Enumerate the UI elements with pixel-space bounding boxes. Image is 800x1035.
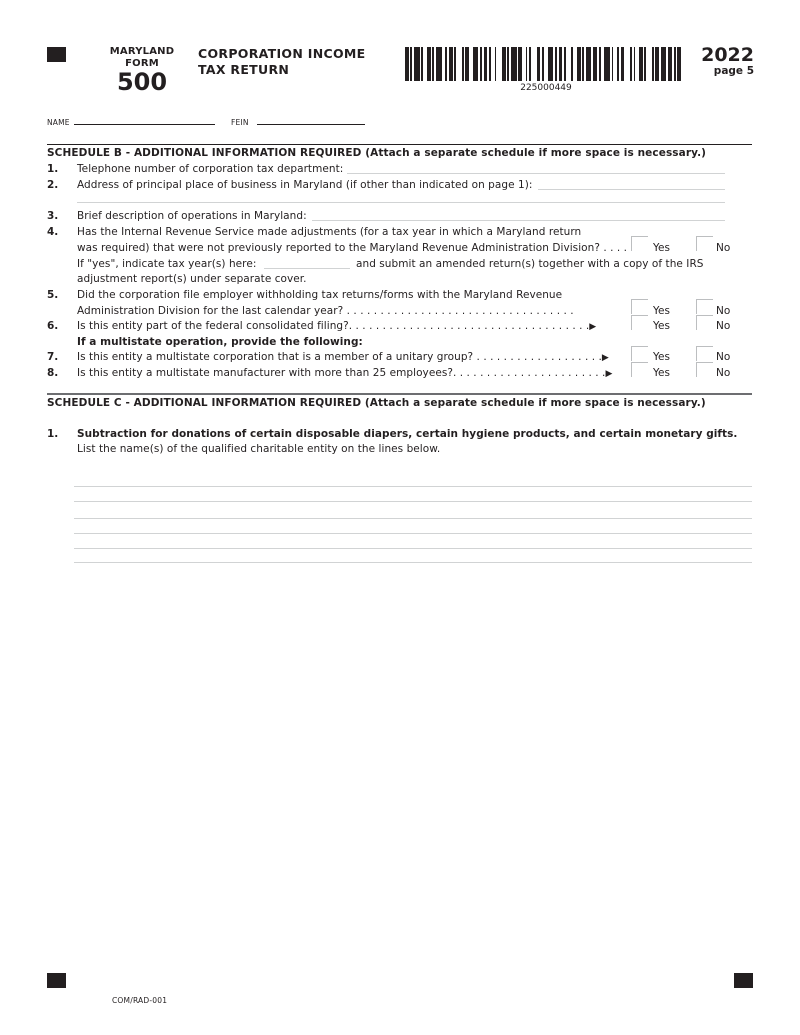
schedule-c-item-1-instruction: List the name(s) of the qualified charitable entity on the lines below. — [77, 443, 441, 455]
form-id-block — [100, 46, 184, 94]
registration-mark-bottom-left — [47, 973, 66, 988]
schedule-c-item-1-heading: Subtraction for donations of certain disposable diapers, certain hygiene products, and certain monetary gifts. — [77, 428, 738, 440]
arrow-right-icon: ▶ — [589, 322, 597, 332]
question-6-yes-checkbox[interactable] — [631, 315, 648, 330]
tax-years-field[interactable] — [264, 268, 350, 269]
form-code: COM/RAD-001 — [112, 996, 168, 1005]
question-4-number: 4. — [47, 226, 59, 238]
year-block — [690, 45, 754, 77]
question-8-number: 8. — [47, 367, 59, 379]
question-7-label: Is this entity a multistate corporation that is a member of a unitary group? . . . . . . . . . . . . . . . . . . . — [77, 351, 602, 363]
charitable-entity-line-4[interactable] — [74, 533, 752, 534]
tax-year: 2022 — [701, 44, 754, 66]
question-6-no-label: No — [716, 320, 731, 332]
address-field-line-1[interactable] — [538, 189, 725, 190]
question-8-yes-checkbox[interactable] — [631, 362, 648, 377]
question-7-no-label: No — [716, 351, 731, 363]
question-4-text-line-4: adjustment report(s) under separate cover. — [77, 273, 307, 285]
question-6-yes-label: Yes — [653, 320, 670, 332]
question-5-yes-checkbox[interactable] — [631, 299, 648, 314]
schedule-b-title: SCHEDULE B - ADDITIONAL INFORMATION REQUIRED (Attach a separate schedule if more space is necessary.) — [47, 147, 707, 159]
fein-label: FEIN — [231, 118, 249, 127]
charitable-entity-line-5[interactable] — [74, 548, 752, 549]
question-4-yes-checkbox[interactable] — [631, 236, 648, 251]
multistate-subheading: If a multistate operation, provide the following: — [77, 336, 363, 348]
name-label: NAME — [47, 118, 70, 127]
question-8-text — [77, 367, 612, 379]
charitable-entity-line-2[interactable] — [74, 501, 752, 502]
operations-description-field[interactable] — [312, 220, 725, 221]
question-5-yes-label: Yes — [653, 305, 670, 317]
telephone-field[interactable] — [347, 173, 725, 174]
question-4-text-line-1: Has the Internal Revenue Service made adjustments (for a tax year in which a Maryland return — [77, 226, 582, 238]
arrow-right-icon: ▶ — [605, 369, 613, 379]
page-number: page 5 — [713, 65, 754, 77]
title-line-2: TAX RETURN — [198, 62, 290, 77]
divider — [47, 144, 752, 145]
question-7-number: 7. — [47, 351, 59, 363]
barcode — [405, 47, 687, 81]
arrow-right-icon: ▶ — [601, 353, 609, 363]
question-4-no-label: No — [716, 242, 731, 254]
form-label: FORM — [125, 58, 159, 69]
question-8-no-checkbox[interactable] — [696, 362, 713, 377]
registration-mark-bottom-right — [734, 973, 753, 988]
question-8-yes-label: Yes — [653, 367, 670, 379]
question-4-no-checkbox[interactable] — [696, 236, 713, 251]
fein-field[interactable] — [257, 124, 365, 125]
charitable-entity-line-3[interactable] — [74, 518, 752, 519]
question-6-text — [77, 320, 596, 332]
question-2-number: 2. — [47, 179, 59, 191]
question-7-yes-checkbox[interactable] — [631, 346, 648, 361]
question-5-text-line-2: Administration Division for the last calendar year? . . . . . . . . . . . . . . . . . . . . . . . . . . . . . . . . . . — [77, 305, 574, 317]
charitable-entity-line-6[interactable] — [74, 562, 752, 563]
form-number: 500 — [116, 68, 168, 96]
question-7-text — [77, 351, 609, 363]
question-5-text-line-1: Did the corporation file employer withholding tax returns/forms with the Maryland Revenue — [77, 289, 563, 301]
question-5-no-checkbox[interactable] — [696, 299, 713, 314]
title-line-1: CORPORATION INCOME — [198, 46, 366, 61]
schedule-c-item-1-number: 1. — [47, 428, 59, 440]
question-6-no-checkbox[interactable] — [696, 315, 713, 330]
question-8-label: Is this entity a multistate manufacturer with more than 25 employees?. . . . . . . . . . . . . . . . . . . . . . . — [77, 367, 606, 379]
charitable-entity-line-1[interactable] — [74, 486, 752, 487]
question-7-yes-label: Yes — [653, 351, 670, 363]
question-2-text: Address of principal place of business in Maryland (if other than indicated on page 1): — [77, 179, 533, 191]
question-6-number: 6. — [47, 320, 59, 332]
state-label: MARYLAND — [109, 46, 175, 57]
question-1-text: Telephone number of corporation tax department: — [77, 163, 344, 175]
barcode-number: 225000449 — [520, 83, 572, 93]
question-3-text: Brief description of operations in Maryland: — [77, 210, 307, 222]
question-1-number: 1. — [47, 163, 59, 175]
question-5-number: 5. — [47, 289, 59, 301]
divider — [47, 393, 752, 395]
question-4-text-line-3b: and submit an amended return(s) together with a copy of the IRS — [356, 258, 704, 270]
question-5-no-label: No — [716, 305, 731, 317]
question-7-no-checkbox[interactable] — [696, 346, 713, 361]
registration-mark-top-left — [47, 47, 66, 62]
form-title — [198, 46, 365, 78]
question-6-label: Is this entity part of the federal consolidated filing?. . . . . . . . . . . . . . . . . . . . . . . . . . . . . . . . . . . . — [77, 320, 590, 332]
schedule-c-title: SCHEDULE C - ADDITIONAL INFORMATION REQUIRED (Attach a separate schedule if more space is necessary.) — [47, 397, 706, 409]
question-8-no-label: No — [716, 367, 731, 379]
question-4-text-line-3a: If "yes", indicate tax year(s) here: — [77, 258, 257, 270]
name-field[interactable] — [74, 124, 215, 125]
address-field-line-2[interactable] — [77, 202, 725, 203]
question-3-number: 3. — [47, 210, 59, 222]
question-4-yes-label: Yes — [653, 242, 670, 254]
question-4-text-line-2: was required) that were not previously reported to the Maryland Revenue Administration Division? . . . . — [77, 242, 628, 254]
